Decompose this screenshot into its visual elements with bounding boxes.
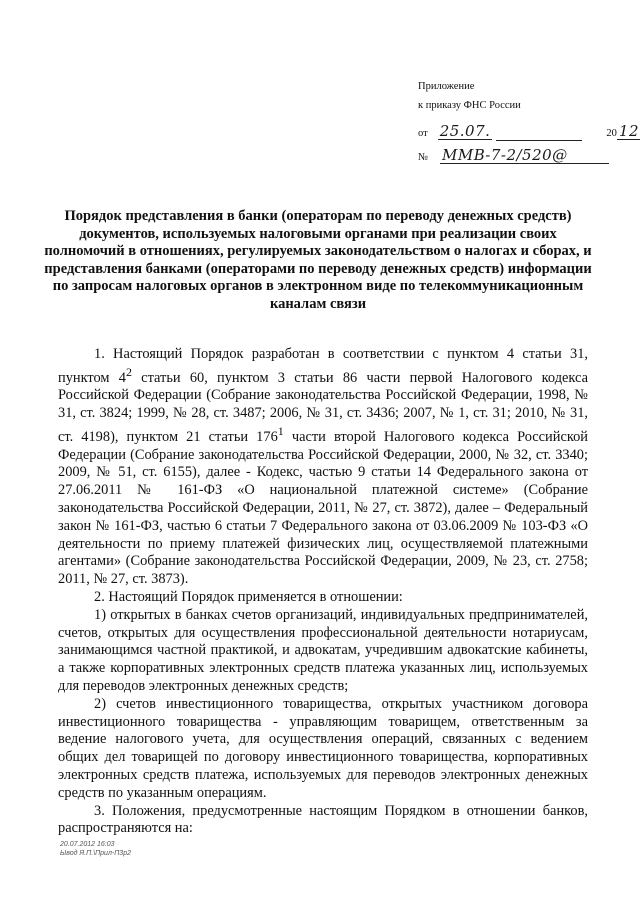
- footer-timestamp: 20.07.2012 16:03: [60, 841, 115, 848]
- paragraph-2: 2. Настоящий Порядок применяется в отношении:: [94, 588, 403, 605]
- date-handwritten-day: 25.07.: [439, 122, 491, 140]
- paragraph-1: [58, 346, 588, 589]
- superscript-1: 1: [277, 423, 284, 438]
- appendix-order-label: к приказу ФНС России: [418, 100, 521, 111]
- date-year-prefix: 20: [606, 128, 617, 139]
- paragraph-2-item-2: 2) счетов инвестиционного товарищества, открытых участником договора инвестиционного товарищества - управляющим товарищем, ответственным за ведение налогового учета, для осуществления операций, связанных с ведением общих дел товарищей по договору инвестиционного товарищества, корпоративных электронных средств платежа, используемых для переводов электронных денежных средств по указанным операциям.: [58, 695, 588, 801]
- footer-stamp: [60, 840, 131, 858]
- date-handwritten-year: 12: [618, 122, 640, 140]
- date-month-blank: [496, 129, 582, 141]
- order-date: [418, 124, 640, 141]
- document-body: [58, 346, 588, 838]
- date-prefix: от: [418, 128, 428, 139]
- paragraph-1-part-c: части второй Налогового кодекса Российской Федерации (Собрание законодательства Российской Федерации, 2000, № 32, ст. 3340; 2009, № 51, ст. 6155), далее - Кодекс, частью 9 статьи 14 Федерального закона от 27.06.2011 № 161-ФЗ «О национальной платежной системе» (Собрание законодательства Российской Федерации, 2011, № 27, ст. 3872), далее – Федеральный закон № 161-ФЗ, частью 6 статьи 7 Федерального закона от 03.06.2009 № 103-ФЗ «О деятельности по приему платежей физических лиц, осуществляемой платежными агентами» (Собрание законодательства Российской Федерации, 2009, № 23, ст. 2758; 2011, № 27, ст. 3873).: [58, 428, 588, 588]
- footer-file-path: Ывод Я.П.\Прил-П3р2: [60, 850, 131, 857]
- paragraph-1-part-b: статьи 60, пунктом 3 статьи 86 части первой Налогового кодекса Российской Федерации (Собрание законодательства Российской Федерации, 1998, № 31, ст. 3824; 1999, № 28, ст. 3487; 2006, № 31, ст. 3436; 2007, № 1, ст. 31; 2010, № 31, ст. 4198), пунктом 21 статьи 176: [58, 369, 588, 445]
- paragraph-2-item-1: 1) открытых в банках счетов организаций, индивидуальных предпринимателей, счетов, открытых для осуществления профессиональной деятельности нотариусам, занимающимся частной практикой, и адвокатам, учредившим адвокатские кабинеты, а также корпоративных электронных средств платежа указанных лиц, используемых для переводов электронных денежных средств;: [58, 606, 588, 694]
- document-title: Порядок представления в банки (операторам по переводу денежных средств) документов, используемых налоговыми органами при реализации своих полномочий в отношениях, регулируемых законодательством о налогах и сборах, и представления банками (операторами по переводу денежных средств) информации по запросам налоговых органов в электронном виде по телекоммуникационным каналам связи: [44, 208, 592, 312]
- paragraph-3: 3. Положения, предусмотренные настоящим Порядком в отношении банков, распространяются на:: [58, 802, 588, 837]
- order-number: [418, 148, 609, 164]
- paragraph-1-part-a: 1. Настоящий Порядок разработан в соответствии с пунктом 4 статьи 31, пунктом 4: [58, 346, 588, 386]
- superscript-2: 2: [125, 364, 132, 379]
- number-prefix: №: [418, 152, 429, 163]
- number-handwritten: ММВ-7-2/520@: [440, 148, 609, 164]
- appendix-label: Приложение: [418, 81, 475, 92]
